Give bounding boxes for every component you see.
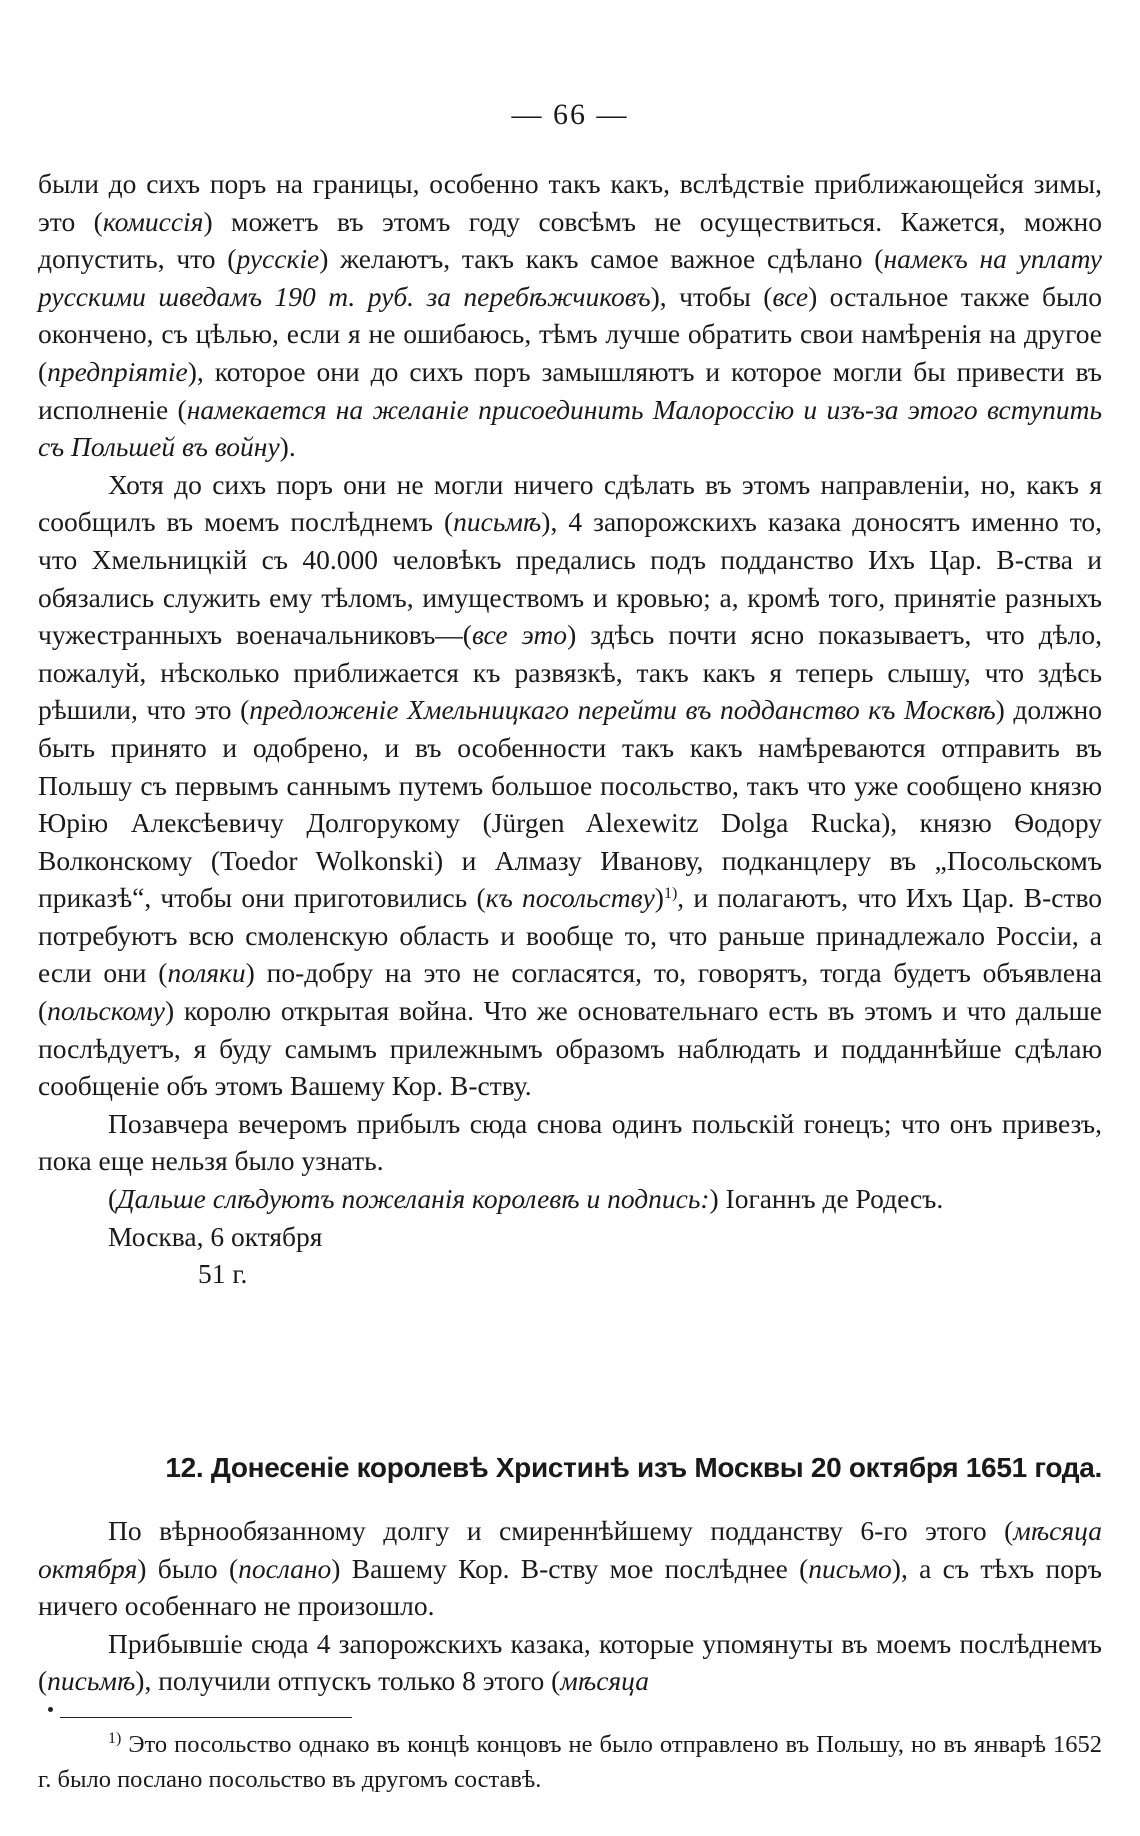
text-run: ( [108,1183,118,1215]
text-run: Прибывшіе сюда 4 запорожскихъ казака, которые упомянуты въ моемъ послѣднемъ ( [38,1627,1102,1697]
italic-gloss: поляки [167,957,246,989]
footnote [38,1727,1102,1797]
footnote-rule [60,1717,352,1718]
text-run: , и полагаютъ, что Ихъ Цар. В-ство потребуютъ всю смоленскую область и вообще то, что раньше принадлежало Россіи, а если они ( [38,882,1102,989]
text-run: ) по-добру на это не согласятся, то, говорятъ, тогда будетъ объявлена ( [38,957,1102,1027]
text-run: ) желаютъ, такъ какъ самое важное сдѣлано ( [319,243,884,275]
italic-gloss: къ посольству [485,882,655,914]
text-run: ), получили отпускъ только 8 этого ( [135,1665,561,1697]
text-run: Хотя до сихъ поръ они не могли ничего сдѣлать въ этомъ направленіи, но, какъ я сообщилъ въ моемъ послѣднемъ ( [38,468,1102,538]
text-run: ), чтобы ( [650,280,773,312]
italic-gloss: намекается на желаніе присоединить Малороссію и изъ-за этого вступить съ Польшей въ войну [38,393,1102,463]
italic-gloss: мѣсяца [560,1665,650,1697]
footnote-ref: 1) [663,885,678,903]
footnote-text [38,1727,1102,1797]
text-run: ) было ( [137,1552,239,1584]
italic-gloss: русскіе [236,243,320,275]
letter-body [38,165,1102,1293]
margin-mark [48,1707,53,1712]
signature-note [38,1180,1102,1218]
text-run: ) можетъ въ этомъ году совсѣмъ не осуществиться. Кажется, можно допустить, что ( [38,205,1102,275]
text-run: были до сихъ поръ на границы, особенно такъ какъ, вслѣдствіе приближающейся зимы, это ( [38,168,1102,237]
paragraph [38,1512,1102,1625]
italic-gloss: польскому [47,995,165,1027]
italic-gloss: все [772,280,809,312]
italic-gloss: комиссія [102,205,204,237]
italic-gloss: Дальше слѣдуютъ пожеланія королевѣ и подпись: [117,1183,710,1215]
text-run: ) [654,882,664,914]
italic-gloss: мѣсяца октября [38,1515,1102,1584]
document-page [38,0,1102,1836]
letter-body-2 [38,1512,1102,1700]
italic-gloss: послано [238,1552,332,1584]
text-run: ) Вашему Кор. В-ству мое послѣднее ( [331,1552,809,1584]
italic-gloss: письмѣ [453,506,542,538]
text-run: ), а съ тѣхъ поръ ничего особеннаго не произошло. [38,1552,1102,1622]
italic-gloss: предложеніе Хмельницкаго перейти въ подданство къ Москвѣ [249,694,996,726]
text-run: ) Іоганнъ де Родесъ. [709,1183,944,1215]
signature-place-date: Москва, 6 октября [108,1220,323,1252]
text-run: По вѣрнообязанному долгу и смиреннѣйшему подданству 6-го этого ( [108,1515,1014,1546]
text-run: ), 4 запорожскихъ казака доносятъ именно то, что Хмельницкій съ 40.000 человѣкъ предались подъ подданство Ихъ Цар. В-ства и обязались служить ему тѣломъ, имуществомъ и кровью; а, кромѣ того, принятіе разныхъ чужестранныхъ военачальниковъ—( [38,506,1103,651]
paragraph [38,1105,1102,1180]
text-run: ), которое они до сихъ поръ замышляютъ и которое могли бы привести въ исполненіе ( [38,355,1102,425]
page-number: — 66 — [511,98,629,131]
text-run: ) остальное также было окончено, съ цѣлью, если я не ошибаюсь, тѣмъ лучше обратить свои намѣренія на другое ( [38,280,1102,387]
footnote-body: Это посольство однако въ концѣ концовъ не было отправлено въ Польшу, но въ январѣ 1652 г. было послано посольство въ другомъ составѣ. [38,1731,1102,1793]
footnote-marker: 1) [108,1730,122,1747]
text-run: ). [279,431,296,463]
text-run: ) здѣсь почти ясно показываетъ, что дѣло, пожалуй, нѣсколько приближается къ развязкѣ, такъ какъ я теперь слышу, что здѣсь рѣшили, что это ( [38,619,1103,726]
paragraph [38,1625,1102,1700]
text-run: ) королю открытая война. Что же основательнаго есть въ этомъ и что дальше послѣдуетъ, я буду самымъ прилежнымъ образомъ наблюдать и подданнѣйше сдѣлаю сообщеніе объ этомъ Вашему Кор. В-ству. [38,995,1102,1102]
paragraph [38,165,1102,466]
italic-gloss: письмо [808,1552,892,1584]
paragraph [38,466,1102,1105]
italic-gloss: намекъ на уплату русскими шведамъ 190 т. руб. за перебѣжчиковъ [38,243,1103,312]
document-heading: 12. Донесеніе королевѣ Христинѣ изъ Москвы 20 октября 1651 года. [165,1452,1102,1483]
signature-year: 51 г. [198,1258,248,1290]
italic-gloss: предпріятіе [47,355,188,387]
italic-gloss: письмѣ [47,1665,136,1697]
text-run: ) должно быть принято и одобрено, и въ особенности такъ какъ намѣреваются отправить въ Польшу съ первымъ саннымъ путемъ большое посольство, такъ что уже сообщено князю Юрію Алексѣевичу Долгорукому (Jürgen Alexewitz Dolga Rucka), князю Ѳодору Волконскому (Toedor Wolkonski) и Алмазу Иванову, подканцлеру въ „Посольскомъ приказѣ“, чтобы они приготовились ( [38,694,1102,914]
text-run: Позавчера вечеромъ прибылъ сюда снова одинъ польскій гонецъ; что онъ привезъ, пока еще нельзя было узнать. [38,1107,1102,1177]
italic-gloss: все это [471,619,568,651]
